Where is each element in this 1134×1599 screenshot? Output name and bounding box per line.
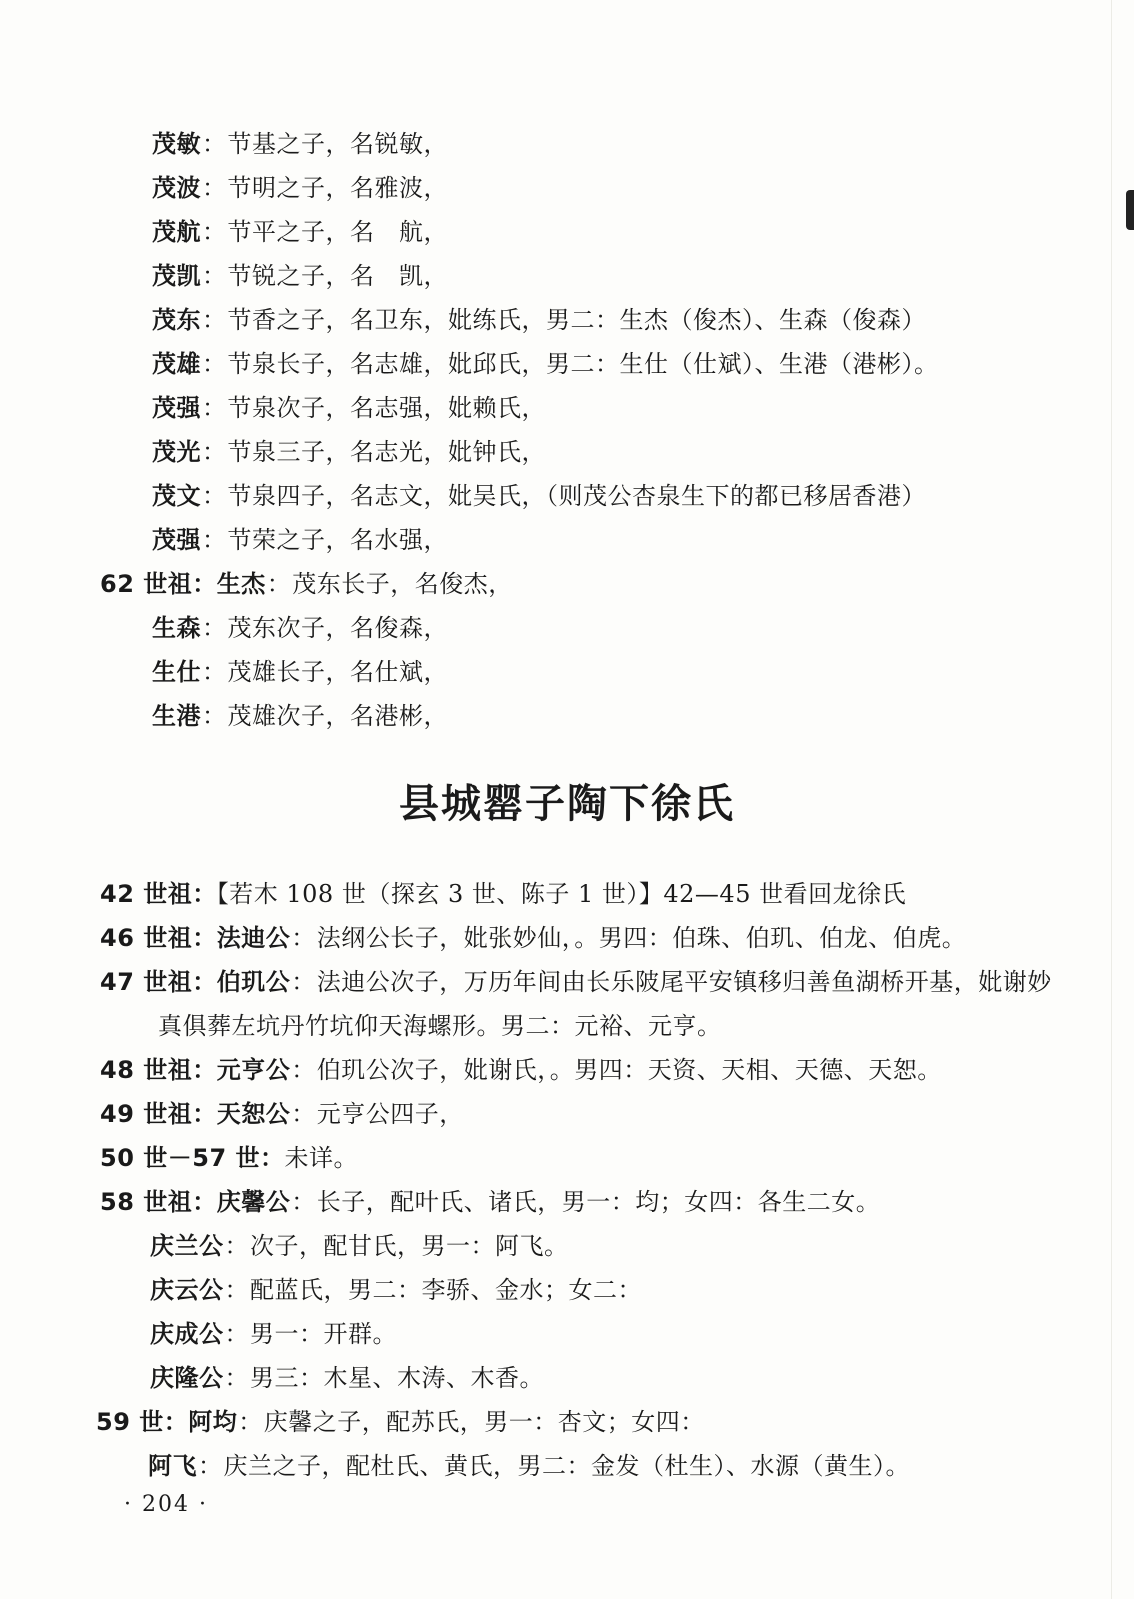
entry-text: 庆馨之子，配苏氏，男一：杏文；女四： (263, 1408, 705, 1436)
generation-prefix: 58 世祖： (100, 1188, 217, 1216)
entry-text: 庆兰之子，配杜氏、黄氏，男二：金发（杜生）、水源（黄生）。 (223, 1452, 910, 1480)
entry-text: 茂东长子，名俊杰， (292, 570, 513, 598)
entry-line: 茂光：节泉三子，名志光，妣钟氏， (152, 438, 546, 466)
person-name: 茂波 (152, 174, 201, 202)
entry-text: 法纲公长子，妣张妙仙，。男四：伯珠、伯玑、伯龙、伯虎。 (316, 924, 967, 952)
entry-text: 男一：开群。 (250, 1320, 397, 1348)
entry-text: 节锐之子，名 凯， (227, 262, 448, 290)
page-number: · 204 · (124, 1492, 208, 1517)
entry-text: 次子，配甘氏，男一：阿飞。 (250, 1232, 569, 1260)
person-name: 茂东 (152, 306, 201, 334)
generation-line: 58 世祖：庆馨公：长子，配叶氏、诸氏，男一：均；女四：各生二女。 (100, 1188, 881, 1216)
entry-line: 茂文：节泉四子，名志文，妣吴氏，（则茂公杏泉生下的都已移居香港） (152, 482, 926, 510)
section-title: 县城罂子陶下徐氏 (399, 781, 735, 827)
entry-line: 茂航：节平之子，名 航， (152, 218, 448, 246)
person-name: 庆隆公 (150, 1364, 224, 1392)
generation-prefix: 59 世： (96, 1408, 189, 1436)
person-name: 茂雄 (152, 350, 201, 378)
person-name: 阿飞 (148, 1452, 197, 1480)
entry-line: 茂东：节香之子，名卫东，妣练氏，男二：生杰（俊杰）、生森（俊森） (152, 306, 926, 334)
entry-line: 茂强：节荣之子，名水强， (152, 526, 448, 554)
entry-line: 茂雄：节泉长子，名志雄，妣邱氏，男二：生仕（仕斌）、生港（港彬）。 (152, 350, 939, 378)
person-name: 茂强 (152, 394, 201, 422)
entry-text: 茂雄长子，名仕斌， (227, 658, 448, 686)
person-name: 庆馨公 (216, 1188, 291, 1216)
person-name: 伯玑公 (216, 968, 291, 996)
person-name: 茂凯 (152, 262, 201, 290)
generation-line: 62 世祖：生杰：茂东长子，名俊杰， (100, 570, 513, 598)
generation-line: 48 世祖：元亨公：伯玑公次子，妣谢氏，。男四：天资、天相、天德、天恕。 (100, 1056, 942, 1084)
generation-line: 46 世祖：法迪公：法纲公长子，妣张妙仙，。男四：伯珠、伯玑、伯龙、伯虎。 (100, 924, 967, 952)
entry-text: 节泉长子，名志雄，妣邱氏，男二：生仕（仕斌）、生港（港彬）。 (227, 350, 939, 378)
entry-line: 茂强：节泉次子，名志强，妣赖氏， (152, 394, 546, 422)
entry-line: 茂凯：节锐之子，名 凯， (152, 262, 448, 290)
generation-prefix: 49 世祖： (100, 1100, 217, 1128)
entry-text: 长子，配叶氏、诸氏，男一：均；女四：各生二女。 (316, 1188, 881, 1216)
entry-line: 生仕：茂雄长子，名仕斌， (152, 658, 448, 686)
person-name: 茂敏 (152, 130, 201, 158)
generation-prefix: 48 世祖： (100, 1056, 217, 1084)
person-name: 天恕公 (216, 1100, 291, 1128)
entry-line: 庆成公：男一：开群。 (150, 1320, 397, 1348)
generation-prefix: 42 世祖： (100, 880, 217, 908)
entry-line: 庆兰公：次子，配甘氏，男一：阿飞。 (150, 1232, 569, 1260)
entry-line: 茂敏：节基之子，名锐敏， (152, 130, 448, 158)
entry-text: 节泉四子，名志文，妣吴氏，（则茂公杏泉生下的都已移居香港） (227, 482, 926, 510)
entry-text: 伯玑公次子，妣谢氏，。男四：天资、天相、天德、天恕。 (316, 1056, 942, 1084)
entry-line: 庆隆公：男三：木星、木涛、木香。 (150, 1364, 544, 1392)
entry-line: 茂波：节明之子，名雅波， (152, 174, 448, 202)
person-name: 生仕 (152, 658, 201, 686)
generation-prefix: 62 世祖： (100, 570, 217, 598)
entry-text: 茂东次子，名俊森， (227, 614, 448, 642)
person-name: 茂强 (152, 526, 201, 554)
entry-text: 节平之子，名 航， (227, 218, 448, 246)
entry-text: 节基之子，名锐敏， (227, 130, 448, 158)
entry-text: 元亨公四子， (316, 1100, 464, 1128)
entry-text: 节香之子，名卫东，妣练氏，男二：生杰（俊杰）、生森（俊森） (227, 306, 926, 334)
generation-prefix: 46 世祖： (100, 924, 217, 952)
entry-text: 未详。 (284, 1144, 359, 1172)
person-name: 生森 (152, 614, 201, 642)
entry-text: 节泉三子，名志光，妣钟氏， (227, 438, 546, 466)
generation-line (100, 878, 906, 910)
person-name: 庆兰公 (150, 1232, 224, 1260)
generation-line (100, 1142, 358, 1174)
person-name: 元亨公 (216, 1056, 291, 1084)
entry-text: 节明之子，名雅波， (227, 174, 448, 202)
entry-text: 【若木 108 世（探玄 3 世、陈子 1 世）】42—45 世看回龙徐氏 (216, 880, 907, 908)
generation-prefix: 50 世－57 世： (100, 1144, 285, 1172)
entry-line: 庆云公：配蓝氏，男二：李骄、金水；女二： (150, 1276, 642, 1304)
entry-text: 节泉次子，名志强，妣赖氏， (227, 394, 546, 422)
person-name: 生港 (152, 702, 201, 730)
entry-line: 生港：茂雄次子，名港彬， (152, 702, 448, 730)
generation-line: 49 世祖：天恕公：元亨公四子， (100, 1100, 464, 1128)
person-name: 茂航 (152, 218, 201, 246)
person-name: 生杰 (216, 570, 266, 598)
entry-text: 节荣之子，名水强， (227, 526, 448, 554)
generation-line: 59 世：阿均：庆馨之子，配苏氏，男一：杏文；女四： (96, 1408, 705, 1436)
person-name: 茂文 (152, 482, 201, 510)
entry-line: 阿飞：庆兰之子，配杜氏、黄氏，男二：金发（杜生）、水源（黄生）。 (148, 1452, 910, 1480)
person-name: 庆云公 (150, 1276, 224, 1304)
continuation-line: 真俱葬左坑丹竹坑仰天海螺形。男二：元裕、元亨。 (158, 1012, 722, 1040)
entry-text: 男三：木星、木涛、木香。 (250, 1364, 544, 1392)
generation-prefix: 47 世祖： (100, 968, 217, 996)
entry-text: 茂雄次子，名港彬， (227, 702, 448, 730)
person-name: 庆成公 (150, 1320, 224, 1348)
scan-edge-mark (1126, 190, 1134, 230)
person-name: 阿均 (188, 1408, 238, 1436)
person-name: 茂光 (152, 438, 201, 466)
entry-text: 配蓝氏，男二：李骄、金水；女二： (250, 1276, 642, 1304)
entry-text: 法迪公次子，万历年间由长乐陂尾平安镇移归善鱼湖桥开基，妣谢妙 (316, 968, 1052, 996)
person-name: 法迪公 (216, 924, 291, 952)
entry-line: 生森：茂东次子，名俊森， (152, 614, 448, 642)
generation-line: 47 世祖：伯玑公：法迪公次子，万历年间由长乐陂尾平安镇移归善鱼湖桥开基，妣谢妙 (100, 968, 1052, 996)
